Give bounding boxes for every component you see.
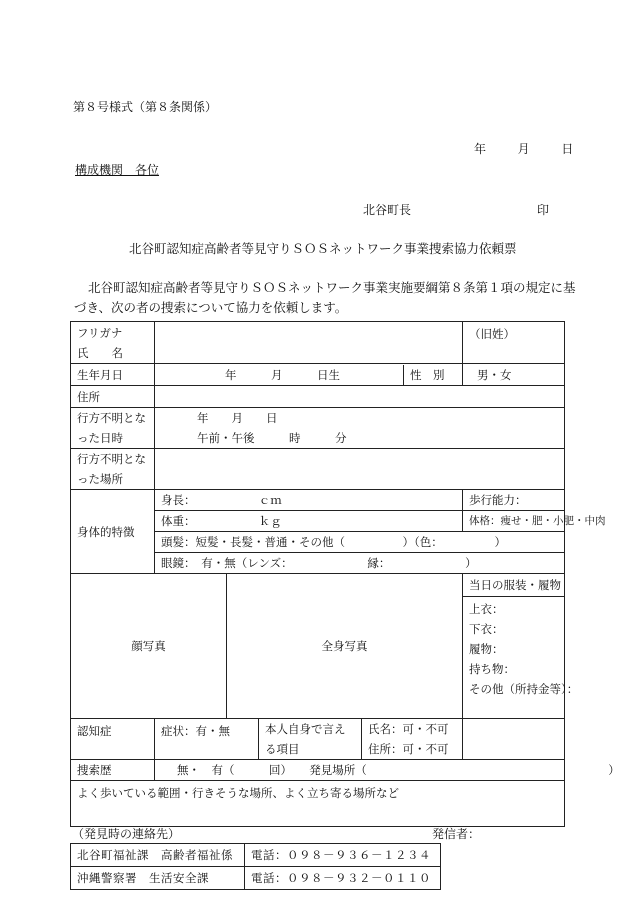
- contact-table: [70, 843, 441, 890]
- build: 体格：痩せ・肥・小肥・中肉: [469, 515, 606, 527]
- self-report-label-2: る項目: [265, 742, 300, 756]
- physical-label: 身体的特徴: [71, 490, 155, 574]
- full-photo-label: 全身写真: [321, 639, 368, 653]
- date-line: [474, 143, 573, 155]
- contact-phone: 電話：０９８－９３６－１２３４: [245, 844, 441, 867]
- self-report-values: [362, 719, 449, 759]
- recipient: 構成機関 各位: [75, 163, 160, 177]
- document-title: 北谷町認知症高齢者等見守りＳＯＳネットワーク事業捜索協力依頼票: [129, 241, 517, 256]
- name-ok: 氏名：可・不可: [368, 722, 449, 736]
- dementia-row: [71, 719, 565, 760]
- clothing-list: [463, 597, 579, 701]
- clothing-area[interactable]: [463, 574, 579, 719]
- glasses: 眼鏡： 有・無（レンズ： 縁： ）: [161, 556, 477, 570]
- furigana-label: フリガナ: [77, 325, 123, 340]
- missing-date-line-2: 午前・午後 時 分: [197, 431, 347, 445]
- clothing-item: その他（所持金等）：: [469, 682, 579, 696]
- hair-field[interactable]: [155, 532, 565, 553]
- sex-label: 性 別: [403, 365, 462, 385]
- face-photo-label: 顔写真: [131, 639, 166, 653]
- address-row: [71, 386, 565, 408]
- search-history-label: 捜索歴: [71, 760, 155, 781]
- symptoms-field[interactable]: [155, 719, 259, 760]
- name-label: 氏 名: [77, 345, 123, 360]
- sex-value: 男・女: [477, 367, 512, 382]
- clothing-item: 履物：: [469, 642, 504, 656]
- dob-value: 年 月 日生: [225, 367, 340, 382]
- missing-place-label-1: 行方不明とな: [77, 452, 146, 466]
- search-request-form: [70, 321, 620, 827]
- missing-place-label-2: った場所: [77, 472, 123, 486]
- dob-field[interactable]: [155, 364, 463, 386]
- missing-place-field[interactable]: [155, 449, 565, 490]
- missing-date-label: [71, 408, 155, 449]
- build-field[interactable]: [463, 511, 606, 532]
- weight: 体重： ｋｇ: [161, 514, 282, 528]
- clothing-item: 持ち物：: [469, 662, 516, 676]
- intro-line-2: づき、次の者の捜索について協力を依頼します。: [74, 300, 348, 315]
- address-label: 住所: [71, 386, 155, 408]
- weight-field[interactable]: [155, 511, 463, 532]
- missing-place-row: [71, 449, 565, 490]
- name-row: [71, 322, 565, 364]
- face-photo-area[interactable]: [71, 574, 227, 719]
- search-history-field[interactable]: [155, 760, 620, 781]
- symptoms: 症状：有・無: [161, 724, 230, 738]
- date-day: 日: [561, 142, 574, 156]
- contact-row: [71, 867, 441, 890]
- missing-date-label-2: った日時: [77, 431, 123, 445]
- dob-row: [71, 364, 565, 386]
- missing-date-row: [71, 408, 565, 449]
- contact-heading: （発見時の連絡先）: [72, 827, 181, 841]
- address-field[interactable]: [155, 386, 565, 408]
- frequent-places-label: よく歩いている範囲・行きそうな場所、よく立ち寄る場所など: [77, 786, 399, 800]
- photo-row: [71, 574, 565, 719]
- sender-title: 北谷町長: [363, 203, 412, 217]
- clothing-item: 上衣：: [469, 602, 504, 616]
- frequent-places-field[interactable]: [71, 781, 565, 827]
- sender-label: 発信者：: [432, 827, 481, 841]
- missing-date-label-1: 行方不明とな: [77, 411, 146, 425]
- height-field[interactable]: [155, 490, 463, 511]
- glasses-field[interactable]: [155, 553, 565, 574]
- date-month: 月: [517, 142, 530, 156]
- dementia-label: 認知症: [71, 719, 155, 760]
- self-report-label: [259, 719, 362, 759]
- self-report-field[interactable]: [259, 719, 463, 760]
- search-history-value: 無・ 有（ 回） 発見場所（ ）: [177, 763, 620, 777]
- seal: 印: [537, 203, 550, 217]
- address-ok: 住所：可・不可: [368, 742, 449, 756]
- name-label-cell: [71, 322, 155, 364]
- frequent-places-row: [71, 781, 565, 827]
- full-photo-area[interactable]: [227, 574, 463, 719]
- walking: 歩行能力：: [469, 493, 527, 507]
- name-field[interactable]: [155, 322, 463, 364]
- intro-line-1: 北谷町認知症高齢者等見守りＳＯＳネットワーク事業実施要綱第８条第１項の規定に基: [88, 280, 576, 295]
- height: 身長： ｃｍ: [161, 493, 282, 507]
- dob-label: 生年月日: [71, 364, 155, 386]
- missing-date-field[interactable]: [155, 408, 565, 449]
- former-name-field[interactable]: [463, 322, 565, 364]
- sex-field[interactable]: [463, 364, 565, 386]
- clothing-header: 当日の服装・履物: [463, 574, 564, 597]
- missing-date-line-1: 年 月 日: [197, 411, 278, 425]
- self-report-extra[interactable]: [463, 719, 565, 760]
- contact-row: [71, 844, 441, 867]
- search-history-row: [71, 760, 565, 781]
- contact-org: 北谷町福祉課 高齢者福祉係: [71, 844, 245, 867]
- contact-phone: 電話：０９８－９３２－０１１０: [245, 867, 441, 890]
- former-name-label: （旧姓）: [469, 327, 516, 341]
- walking-field[interactable]: [463, 490, 565, 511]
- physical-row-1: [71, 490, 565, 511]
- date-year: 年: [474, 142, 487, 156]
- contact-org: 沖縄警察署 生活安全課: [71, 867, 245, 890]
- form-number: 第８号様式（第８条関係）: [73, 100, 218, 114]
- self-report-label-1: 本人自身で言え: [265, 722, 346, 736]
- clothing-item: 下衣：: [469, 622, 504, 636]
- hair: 頭髪：短髪・長髪・普通・その他（ ）（色： ）: [161, 535, 506, 549]
- missing-place-label: [71, 449, 155, 490]
